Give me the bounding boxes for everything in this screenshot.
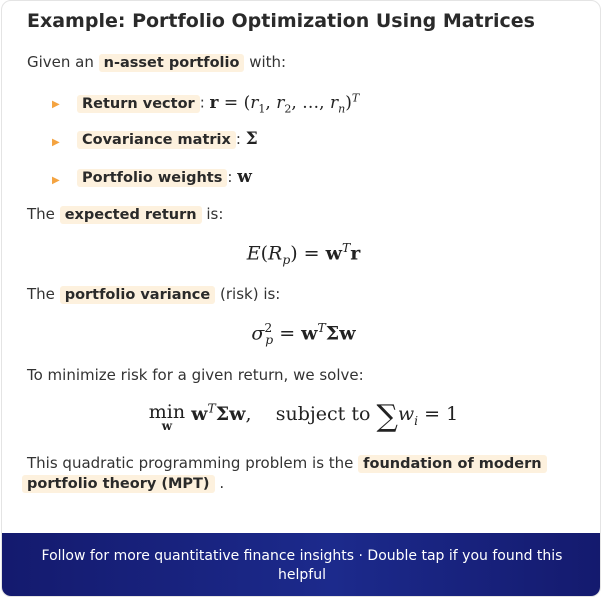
bullet-return-vector (77, 91, 359, 115)
conclusion-suffix: . (219, 474, 225, 492)
return-vector-formula: $r = (r_1$, $r_2$, …, $r_n)^T$ (209, 91, 360, 116)
weights-symbol: w (237, 167, 252, 187)
conclusion-highlight-1: foundation of modern (358, 455, 546, 473)
expected-highlight: expected return (60, 206, 202, 224)
bullet-marker-icon: ▶ (52, 175, 60, 186)
conclusion-paragraph (27, 454, 547, 494)
conclusion-prefix: This quadratic programming problem is the (27, 454, 354, 472)
bullet-label: Portfolio weights (77, 169, 227, 187)
minimize-text: To minimize risk for a given return, we solve: (27, 366, 364, 384)
variance-highlight: portfolio variance (60, 286, 216, 304)
conclusion-highlight-2: portfolio theory (MPT) (22, 475, 215, 493)
content-card (1, 0, 601, 597)
variance-line (27, 285, 280, 303)
covariance-symbol: Σ (245, 129, 258, 149)
page-title: Example: Portfolio Optimization Using Matrices (27, 10, 535, 32)
sum-symbol: ∑ (376, 399, 398, 434)
bullet-sep: : (235, 130, 241, 148)
expected-return-line (27, 205, 223, 223)
variance-equation: $\sigma^2_p = w^T\Sigma w$ (251, 321, 356, 348)
bullet-sep: : (199, 93, 205, 112)
intro-prefix: Given an (27, 53, 94, 71)
expected-return-equation: $E(R_p) = w^Tr$ (246, 241, 361, 268)
expected-prefix: The (27, 205, 55, 223)
footer-banner (2, 533, 601, 597)
subject-to-label: subject to (275, 403, 371, 425)
bullet-covariance-matrix (77, 129, 258, 149)
variance-suffix: (risk) is: (220, 285, 281, 303)
bullet-marker-icon: ▶ (52, 99, 60, 110)
optimization-equation: min w $w^T\Sigma w$, subject to $\sum w_i = 1$ (148, 399, 459, 434)
intro-highlight: n-asset portfolio (99, 54, 245, 72)
bullet-sep: : (227, 168, 233, 186)
variance-prefix: The (27, 285, 55, 303)
bullet-label: Return vector (77, 95, 200, 113)
bullet-marker-icon: ▶ (52, 137, 60, 148)
intro-line (27, 53, 286, 71)
min-operator: min w (148, 401, 186, 433)
bullet-portfolio-weights (77, 167, 252, 187)
expected-suffix: is: (206, 205, 224, 223)
footer-text: Follow for more quantitative finance insights · Double tap if you found this helpful (41, 548, 563, 583)
intro-suffix: with: (249, 53, 287, 71)
bullet-label: Covariance matrix (77, 131, 236, 149)
